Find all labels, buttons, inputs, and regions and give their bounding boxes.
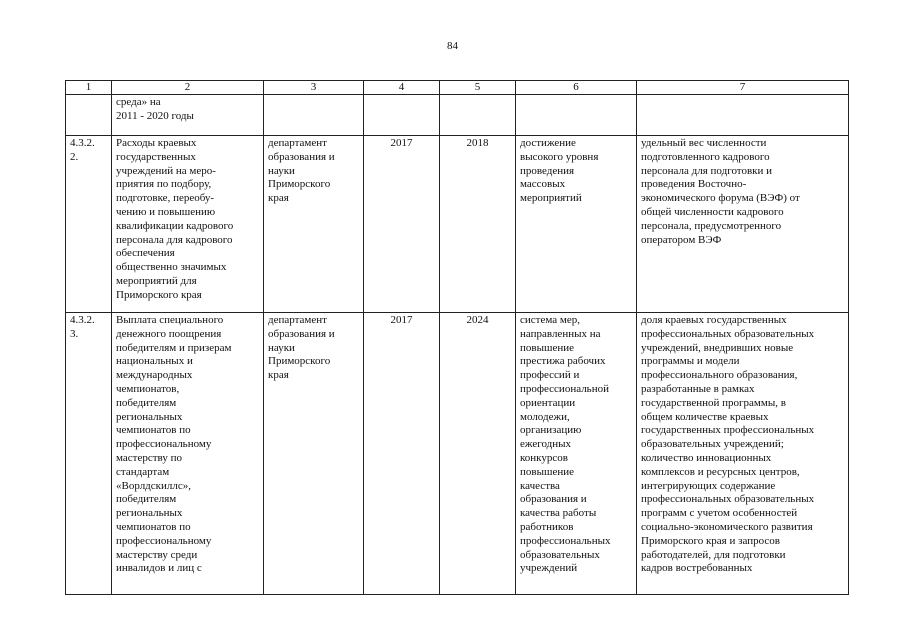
cell-executor: департамент образования и науки Приморского края: [264, 136, 364, 313]
cell-result: система мер, направленных на повышение престижа рабочих профессий и профессиональной ориентации молодежи, организацию ежегодных конкурсов повышение качества образования и качества работы работников профессиональных образовательных учреждений: [516, 313, 637, 595]
column-header: 4: [364, 81, 440, 95]
column-header: 6: [516, 81, 637, 95]
program-table: [65, 80, 849, 595]
table-row: [66, 313, 849, 595]
page-number: 84: [447, 40, 458, 52]
cell-end-year: 2024: [440, 313, 516, 595]
cell-start-year: 2017: [364, 136, 440, 313]
cell-result: [516, 95, 637, 136]
cell-end-year: 2018: [440, 136, 516, 313]
cell-indicator: доля краевых государственных профессиональных образовательных учреждений, внедривших новые программы и модели профессионального образования, разработанные в рамках государственной программы, в общем количестве краевых государственных профессиональных образовательных учреждений; количество инновационных комплексов и ресурсных центров, интегрирующих содержание профессиональных образовательных программ с учетом особенностей социально-экономического развития Приморского края и запросов работодателей, для подготовки кадров востребованных: [637, 313, 849, 595]
cell-measure-name: среда» на 2011 - 2020 годы: [112, 95, 264, 136]
cell-number: 4.3.2. 2.: [66, 136, 112, 313]
cell-number: [66, 95, 112, 136]
table-row: [66, 95, 849, 136]
column-header: 7: [637, 81, 849, 95]
header-row: [66, 81, 849, 95]
cell-indicator: [637, 95, 849, 136]
cell-executor: [264, 95, 364, 136]
cell-measure-name: Расходы краевых государственных учреждений на меро- приятия по подбору, подготовке, переобу- чению и повышению квалификации кадрового персонала для кадрового обеспечения общественно значимых мероприятий для Приморского края: [112, 136, 264, 313]
column-header: 1: [66, 81, 112, 95]
column-header: 2: [112, 81, 264, 95]
column-header: 5: [440, 81, 516, 95]
cell-indicator: удельный вес численности подготовленного кадрового персонала для подготовки и проведения Восточно- экономического форума (ВЭФ) от общей численности кадрового персонала, предусмотренного оператором ВЭФ: [637, 136, 849, 313]
cell-start-year: [364, 95, 440, 136]
cell-number: 4.3.2. 3.: [66, 313, 112, 595]
cell-measure-name: Выплата специального денежного поощрения победителям и призерам национальных и международных чемпионатов, победителям региональных чемпионатов по профессиональному мастерству по стандартам «Ворлдскиллс», победителям региональных чемпионатов по профессиональному мастерству среди инвалидов и лиц с: [112, 313, 264, 595]
cell-executor: департамент образования и науки Приморского края: [264, 313, 364, 595]
column-header: 3: [264, 81, 364, 95]
cell-end-year: [440, 95, 516, 136]
cell-start-year: 2017: [364, 313, 440, 595]
table-row: [66, 136, 849, 313]
cell-result: достижение высокого уровня проведения массовых мероприятий: [516, 136, 637, 313]
